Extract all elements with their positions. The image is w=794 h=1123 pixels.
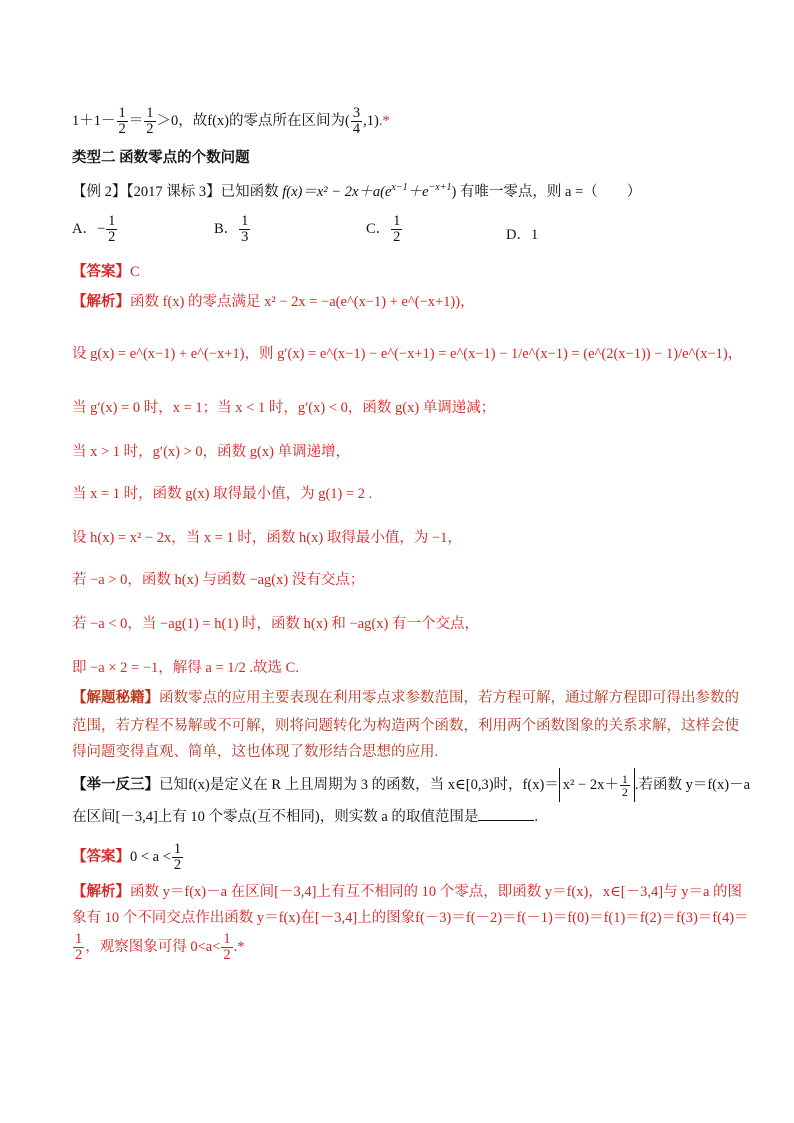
practice-line-1 <box>72 768 750 802</box>
fraction-half <box>221 932 232 963</box>
practice-text: 已知f(x)是定义在 R 上且周期为 3 的函数，当 x∈[0,3)时，f(x)＝ <box>159 777 559 793</box>
fraction-half <box>73 932 84 963</box>
analysis2-line-1 <box>72 882 742 902</box>
frac-den: 2 <box>75 947 83 963</box>
frac-den: 2 <box>108 229 116 245</box>
frac-num: 1 <box>173 841 182 857</box>
analysis-label: 【解析】 <box>72 294 130 310</box>
example-2-question <box>72 182 641 202</box>
star-mark: .* <box>233 938 245 955</box>
abs-inner: x² − 2x＋ <box>562 777 619 793</box>
exponent: x−1 <box>391 182 408 194</box>
option-label: C． <box>366 220 391 237</box>
frac-den: 2 <box>223 947 231 963</box>
answer-value: C <box>130 264 140 280</box>
analysis-line-9: 即 −a × 2 = −1，解得 a = 1/2 .故选 C. <box>72 660 299 676</box>
absolute-value-expression <box>559 768 635 802</box>
option-fraction <box>239 214 250 245</box>
text: ＞0，故f(x)的零点所在区间为 <box>156 112 345 129</box>
text: ,1) <box>363 112 379 129</box>
text: ( <box>345 112 350 129</box>
solution-conclusion-line <box>72 106 390 137</box>
option-fraction <box>106 214 117 245</box>
fraction-three-quarters <box>351 106 362 137</box>
frac-num: 1 <box>146 105 154 121</box>
text: ＝ <box>128 112 144 129</box>
analysis-line-8: 若 −a < 0，当 −ag(1) = h(1) 时，函数 h(x) 和 −ag(x) 有一个交点， <box>72 616 479 632</box>
answer-label: 【答案】 <box>72 848 130 865</box>
frac-num: 1 <box>393 213 401 229</box>
analysis-line-1 <box>72 292 475 312</box>
option-label: B． <box>214 220 239 237</box>
frac-num: 1 <box>75 931 83 947</box>
frac-num: 3 <box>352 105 361 121</box>
practice-text: . <box>534 809 538 825</box>
frac-den: 2 <box>621 785 628 800</box>
frac-num: 1 <box>241 213 249 229</box>
secret-line-3: 得问题变得直观、简单，这也体现了数形结合思想的应用. <box>72 744 439 760</box>
secret-line-2: 范围，若方程不易解或不可解，则将问题转化为构造两个函数，利用两个函数图象的关系求解，这样会使 <box>72 718 739 734</box>
analysis-text: ，观察图象可得 0<a< <box>85 938 221 955</box>
fraction-half <box>117 106 128 137</box>
answer-fraction <box>172 842 183 873</box>
frac-den: 2 <box>393 229 401 245</box>
answer-value: 0 < a < <box>130 848 171 865</box>
frac-den: 2 <box>173 857 182 873</box>
frac-den: 4 <box>352 121 361 137</box>
frac-num: 1 <box>118 105 126 121</box>
secret-line-1 <box>72 688 739 708</box>
frac-den: 2 <box>146 121 154 137</box>
formula: f(x)＝x² − 2x＋a(e <box>282 184 392 200</box>
analysis-line-2: 设 g(x) = e^(x−1) + e^(−x+1)，则 g′(x) = e^(x−1) − e^(−x+1) = e^(x−1) − 1/e^(x−1) = (e^(2(x−1)) − 1)/e^(x−1)， <box>72 346 743 362</box>
practice-label: 【举一反三】 <box>72 777 159 793</box>
answer-line-2 <box>72 842 184 873</box>
analysis-text: 函数 y＝f(x)－a 在区间[－3,4]上有互不相同的 10 个零点，即函数 y＝f(x)，x∈[－3,4]与 y＝a 的图 <box>130 884 743 900</box>
answer-label: 【答案】 <box>72 264 130 280</box>
option-b <box>214 214 251 245</box>
frac-den: 3 <box>241 229 249 245</box>
option-c <box>366 214 403 245</box>
analysis-line-4: 当 x > 1 时，g′(x) > 0，函数 g(x) 单调递增， <box>72 444 351 460</box>
option-d <box>506 223 538 244</box>
exponent: −x+1 <box>428 182 452 194</box>
fraction-half <box>144 106 155 137</box>
practice-text: 在区间[－3,4]上有 10 个零点(互不相同)，则实数 a 的取值范围是 <box>72 809 479 825</box>
option-fraction <box>391 214 402 245</box>
formula: ＋e <box>407 184 429 200</box>
secret-label: 【解题秘籍】 <box>72 690 159 706</box>
practice-text: .若函数 y＝f(x)－a <box>634 777 750 793</box>
section-title: 类型二 函数零点的个数问题 <box>72 150 250 166</box>
analysis-line-5: 当 x = 1 时，函数 g(x) 取得最小值，为 g(1) = 2 . <box>72 486 373 502</box>
practice-line-2 <box>72 806 538 827</box>
example-label: 【例 2】【2017 课标 3】已知函数 <box>72 184 283 200</box>
secret-text: 函数零点的应用主要表现在利用零点求参数范围，若方程可解，通过解方程即可得出参数的 <box>159 690 739 706</box>
analysis-text: 函数 f(x) 的零点满足 x² − 2x = −a(e^(x−1) + e^(−x+1))， <box>130 294 475 310</box>
answer-line-1 <box>72 262 140 282</box>
option-label: D．1 <box>506 227 539 243</box>
option-a <box>72 214 118 245</box>
analysis-label: 【解析】 <box>72 884 130 900</box>
frac-num: 1 <box>108 213 116 229</box>
frac-num: 1 <box>621 772 628 787</box>
frac-num: 1 <box>223 931 231 947</box>
frac-den: 2 <box>118 121 126 137</box>
text: 1＋1－ <box>72 112 116 129</box>
analysis-line-3: 当 g′(x) = 0 时，x = 1；当 x < 1 时，g′(x) < 0，函数 g(x) 单调递减； <box>72 400 496 416</box>
analysis2-line-2: 象有 10 个不同交点作出函数 y＝f(x)在[－3,4]上的图象f(－3)＝f(－2)＝f(－1)＝f(0)＝f(1)＝f(2)＝f(3)＝f(4)＝ <box>72 910 749 926</box>
formula-tail: ) 有唯一零点，则 a =（ ） <box>451 184 642 200</box>
star-mark: .* <box>378 112 390 129</box>
abs-fraction <box>620 773 630 798</box>
analysis-line-6: 设 h(x) = x² − 2x，当 x = 1 时，函数 h(x) 取得最小值，为 −1， <box>72 530 462 546</box>
analysis2-line-3 <box>72 932 245 963</box>
option-label: A．− <box>72 220 106 237</box>
analysis-line-7: 若 −a > 0，函数 h(x) 与函数 −ag(x) 没有交点； <box>72 572 365 588</box>
answer-blank <box>478 806 534 821</box>
